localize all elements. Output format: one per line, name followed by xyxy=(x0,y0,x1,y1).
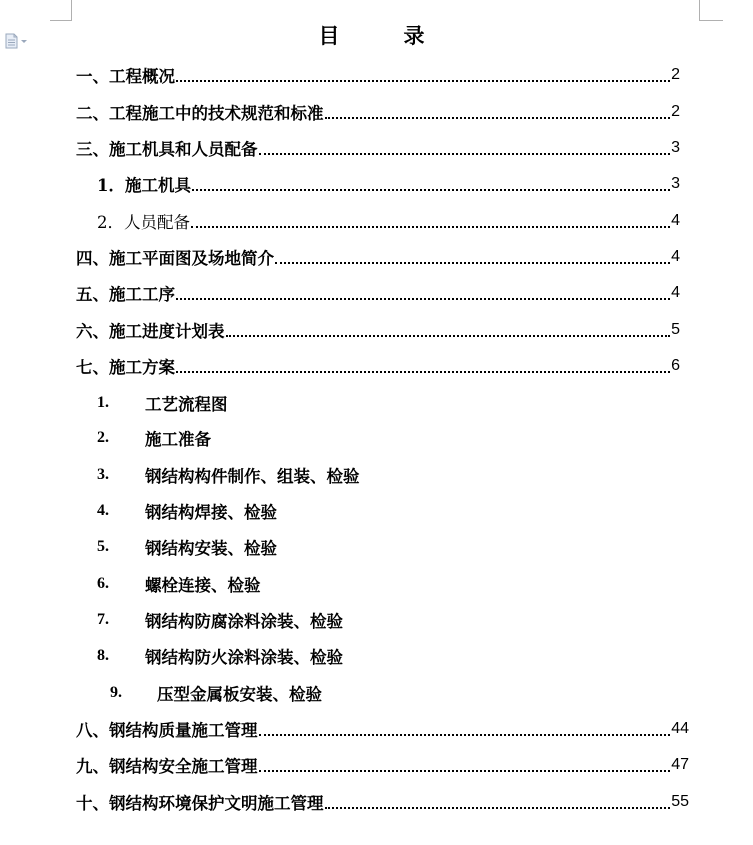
toc-subitem-text: 钢结构防腐涂料涂装、检验 xyxy=(145,612,343,631)
toc-entry-page: 4 xyxy=(671,284,680,301)
toc-entry-label: 九、钢结构安全施工管理 xyxy=(76,757,258,776)
toc-entry-label: 三、施工机具和人员配备 xyxy=(76,140,258,159)
dot-leader xyxy=(176,297,670,300)
crop-mark-top-right-horizontal xyxy=(699,20,723,21)
dot-leader xyxy=(325,116,671,119)
crop-mark-top-left-horizontal xyxy=(50,20,72,21)
toc-entry[interactable] xyxy=(97,172,680,196)
toc-entry-label: 七、施工方案 xyxy=(76,358,175,377)
toc-entry[interactable] xyxy=(76,281,680,305)
toc-entry-page: 4 xyxy=(671,212,680,229)
toc-entry[interactable] xyxy=(76,318,680,342)
dot-leader xyxy=(325,806,671,809)
toc-entry-label: 六、施工进度计划表 xyxy=(76,322,225,341)
toc-entry[interactable] xyxy=(76,100,680,124)
dot-leader xyxy=(226,334,671,337)
dot-leader xyxy=(176,79,670,82)
toc-subitem-number: 4. xyxy=(97,502,109,519)
toc-entry-label: 2．人员配备 xyxy=(97,213,190,232)
dot-leader xyxy=(259,152,671,155)
dot-leader xyxy=(176,370,670,373)
toc-entry-page: 44 xyxy=(671,720,689,737)
toc-entry-page: 5 xyxy=(671,321,680,338)
toc-subitem-number: 2. xyxy=(97,429,109,446)
toc-entry-label: 十、钢结构环境保护文明施工管理 xyxy=(76,794,324,813)
toc-entry-label: 八、钢结构质量施工管理 xyxy=(76,721,258,740)
toc-entry-page: 3 xyxy=(671,139,680,156)
toc-entry-label: 四、施工平面图及场地简介 xyxy=(76,249,274,268)
toc-entry-label: 二、工程施工中的技术规范和标准 xyxy=(76,104,324,123)
toc-subitem-text: 压型金属板安装、检验 xyxy=(157,685,322,704)
toc-subitem-number: 3. xyxy=(97,466,109,483)
dot-leader xyxy=(191,225,670,228)
toc-entry[interactable] xyxy=(76,354,680,378)
toc-title: 目录 xyxy=(318,23,489,48)
toc-subitem-text: 工艺流程图 xyxy=(145,395,228,414)
dot-leader xyxy=(275,261,670,264)
toc-entry[interactable] xyxy=(76,136,680,160)
toc-entry-label: 一、工程概况 xyxy=(76,67,175,86)
toc-subitem-number: 1. xyxy=(97,394,109,411)
toc-entry[interactable] xyxy=(76,245,680,269)
toc-entry[interactable] xyxy=(97,209,680,233)
toc-subitem-number: 9. xyxy=(110,684,122,701)
toc-subitem-text: 钢结构防火涂料涂装、检验 xyxy=(145,648,343,667)
toc-entry-page: 2 xyxy=(671,103,680,120)
toc-entry[interactable] xyxy=(76,753,689,777)
toc-entry-page: 2 xyxy=(671,66,680,83)
toc-subitem-text: 钢结构焊接、检验 xyxy=(145,503,277,522)
dot-leader xyxy=(192,188,670,191)
toc-entry-page: 6 xyxy=(671,357,680,374)
dot-leader xyxy=(259,769,671,772)
toc-subitem-text: 施工准备 xyxy=(145,430,211,449)
toc-subitem-text: 螺栓连接、检验 xyxy=(145,576,261,595)
toc-subitem-number: 7. xyxy=(97,611,109,628)
toc-entry[interactable] xyxy=(76,63,680,87)
crop-mark-top-left-vertical xyxy=(71,0,72,20)
dot-leader xyxy=(259,733,671,736)
toc-entry-page: 47 xyxy=(671,756,689,773)
toc-subitem-text: 钢结构构件制作、组装、检验 xyxy=(145,467,360,486)
toc-entry[interactable] xyxy=(76,790,689,814)
toc-entry-page: 3 xyxy=(671,175,680,192)
toc-entry-label: 1．施工机具 xyxy=(97,176,191,195)
toc-subitem-number: 8. xyxy=(97,647,109,664)
toc-entry-page: 55 xyxy=(671,793,689,810)
toc-entry-page: 4 xyxy=(671,248,680,265)
toc-subitem-number: 5. xyxy=(97,538,109,555)
crop-mark-top-right-vertical xyxy=(699,0,700,20)
toc-entry[interactable] xyxy=(76,717,689,741)
toc-subitem-number: 6. xyxy=(97,575,109,592)
toc-subitem-text: 钢结构安装、检验 xyxy=(145,539,277,558)
toc-entry-label: 五、施工工序 xyxy=(76,285,175,304)
